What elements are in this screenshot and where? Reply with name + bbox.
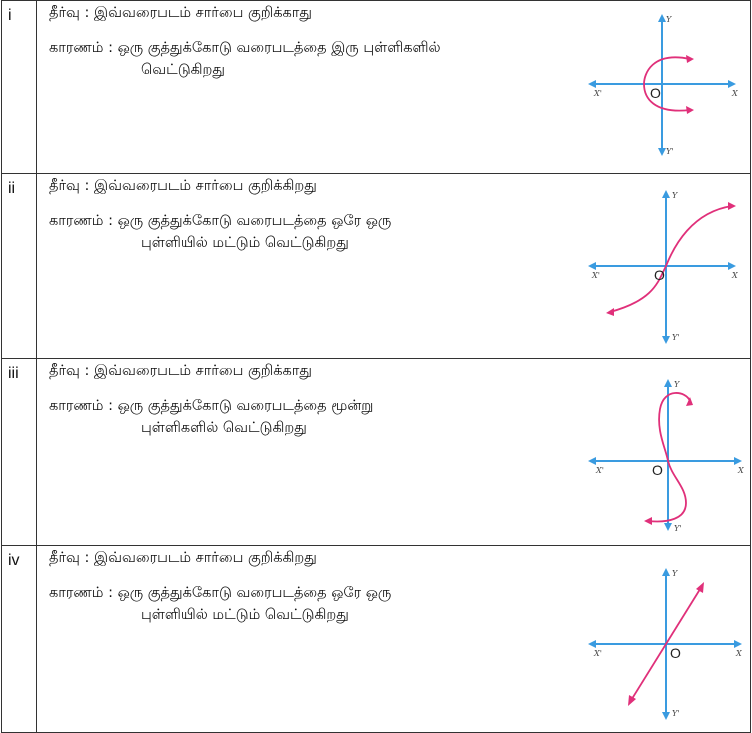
x-neg-axis-label: X' [596,466,604,475]
table-row [2,546,751,733]
reason-line-2: புள்ளிகளில் வெட்டுகிறது [141,420,307,436]
y-axis-label: Y [672,191,678,200]
y-neg-axis-label: Y' [672,333,680,342]
y-neg-axis-label: Y' [672,709,680,718]
reason-line-2: வெட்டுகிறது [141,62,225,78]
row-content [37,174,751,359]
x-axis-label: X [738,466,744,475]
y-neg-axis-label: Y' [666,147,674,156]
reason-text [49,37,441,81]
reason-text [49,395,373,439]
solutions-table [1,0,751,733]
origin-label: O [650,85,661,101]
origin-label: O [654,267,665,283]
reason-text [49,582,391,626]
table-row [2,359,751,546]
relation-graph-4 [582,560,752,728]
relation-graph-3 [582,369,752,539]
table-row [2,174,751,359]
x-neg-axis-label: X' [594,649,602,658]
relation-graph-1 [582,6,752,164]
reason-text [49,210,391,254]
reason-line-1: காரணம் : ஒரு குத்துக்கோடு வரைபடத்தை ஒரே ஒரு [49,213,392,229]
origin-label: O [652,462,663,478]
row-content [37,1,751,174]
table-row [2,1,751,174]
origin-label: O [670,645,681,661]
verdict-text: தீர்வு : இவ்வரைபடம் சார்பை குறிக்காது [49,363,312,379]
y-axis-label: Y [674,380,680,389]
row-content [37,359,751,546]
x-axis-label: X [736,649,742,658]
y-axis-label: Y [666,15,672,24]
reason-line-1: காரணம் : ஒரு குத்துக்கோடு வரைபடத்தை ஒரே ஒரு [49,585,392,601]
reason-line-1: காரணம் : ஒரு குத்துக்கோடு வரைபடத்தை இரு புள்ளிகளில் [49,40,441,56]
x-axis-label: X [732,89,738,98]
reason-line-1: காரணம் : ஒரு குத்துக்கோடு வரைபடத்தை மூன்று [49,398,374,414]
row-numeral: ii [2,174,37,359]
x-neg-axis-label: X' [592,271,600,280]
x-neg-axis-label: X' [594,89,602,98]
reason-line-2: புள்ளியில் மட்டும் வெட்டுகிறது [141,235,349,251]
reason-line-2: புள்ளியில் மட்டும் வெட்டுகிறது [141,607,349,623]
row-numeral: i [2,1,37,174]
relation-graph-2 [582,182,752,352]
verdict-text: தீர்வு : இவ்வரைபடம் சார்பை குறிக்கிறது [49,550,317,566]
verdict-text: தீர்வு : இவ்வரைபடம் சார்பை குறிக்காது [49,5,312,21]
verdict-text: தீர்வு : இவ்வரைபடம் சார்பை குறிக்கிறது [49,178,317,194]
row-numeral: iii [2,359,37,546]
y-neg-axis-label: Y' [674,524,682,533]
row-numeral: iv [2,546,37,733]
row-content [37,546,751,733]
x-axis-label: X [732,271,738,280]
y-axis-label: Y [672,569,678,578]
